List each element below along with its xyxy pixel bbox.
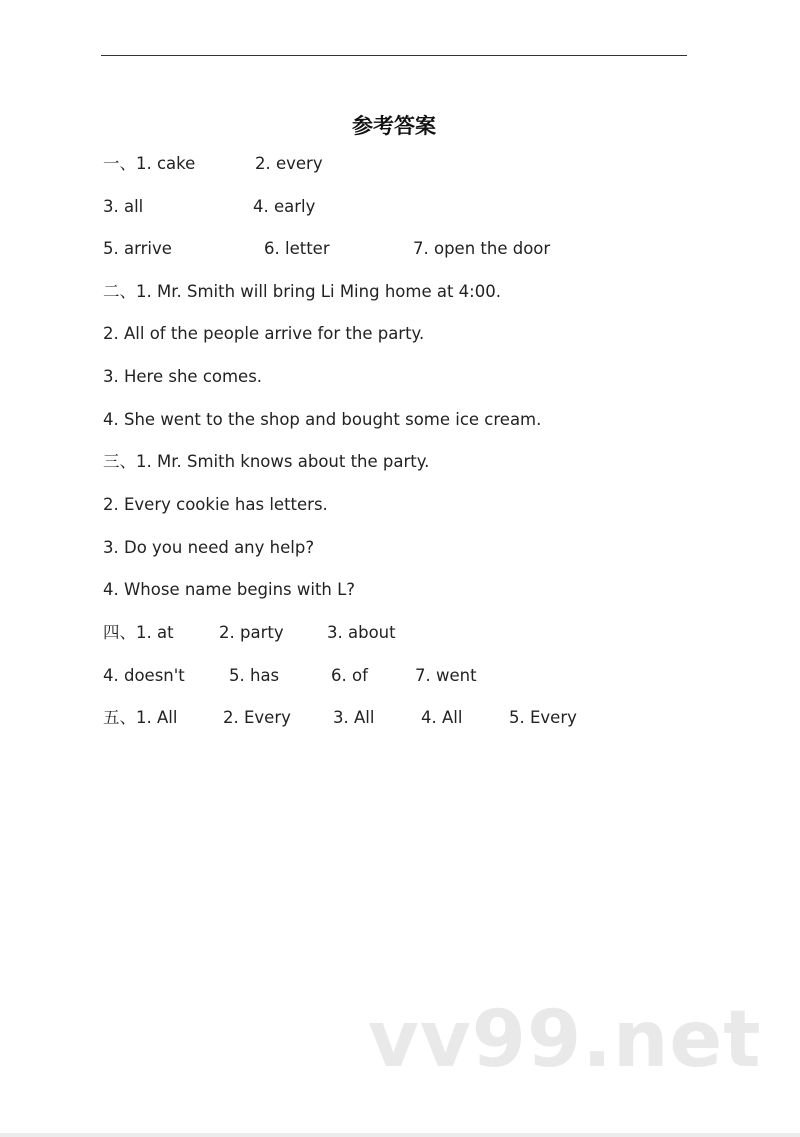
answer-item: 五、1. All (103, 708, 178, 727)
answer-item: 二、1. Mr. Smith will bring Li Ming home at 4:00. (103, 282, 501, 301)
answer-item: 3. Here she comes. (103, 367, 263, 386)
answer-item: 5. has (229, 666, 280, 685)
answer-item: 4. Whose name begins with L? (103, 580, 356, 599)
answer-item: 6. letter (264, 239, 330, 258)
watermark: vv99.net (368, 995, 762, 1085)
answer-item: 3. Do you need any help? (103, 538, 315, 557)
header-rule (101, 55, 687, 56)
answer-item: 3. about (327, 623, 396, 642)
answer-item: 2. every (255, 154, 323, 173)
answer-item: 7. open the door (413, 239, 551, 258)
answer-item: 4. early (253, 197, 316, 216)
answer-item: 2. party (219, 623, 284, 642)
answer-item: 4. doesn't (103, 666, 185, 685)
answer-item: 三、1. Mr. Smith knows about the party. (103, 452, 430, 471)
answer-item: 四、1. at (103, 623, 174, 642)
page-title: 参考答案 (352, 114, 436, 138)
page-bottom-edge (0, 1133, 800, 1137)
answer-item: 2. Every (223, 708, 291, 727)
answer-item: 3. all (103, 197, 144, 216)
answer-item: 4. She went to the shop and bought some ice cream. (103, 410, 542, 429)
answer-item: 5. Every (509, 708, 577, 727)
answer-item: 5. arrive (103, 239, 172, 258)
answer-item: 2. All of the people arrive for the party. (103, 324, 425, 343)
answer-item: 一、1. cake (103, 154, 196, 173)
answer-item: 4. All (421, 708, 463, 727)
answer-item: 6. of (331, 666, 368, 685)
answer-item: 7. went (415, 666, 477, 685)
answer-item: 3. All (333, 708, 375, 727)
answer-item: 2. Every cookie has letters. (103, 495, 328, 514)
